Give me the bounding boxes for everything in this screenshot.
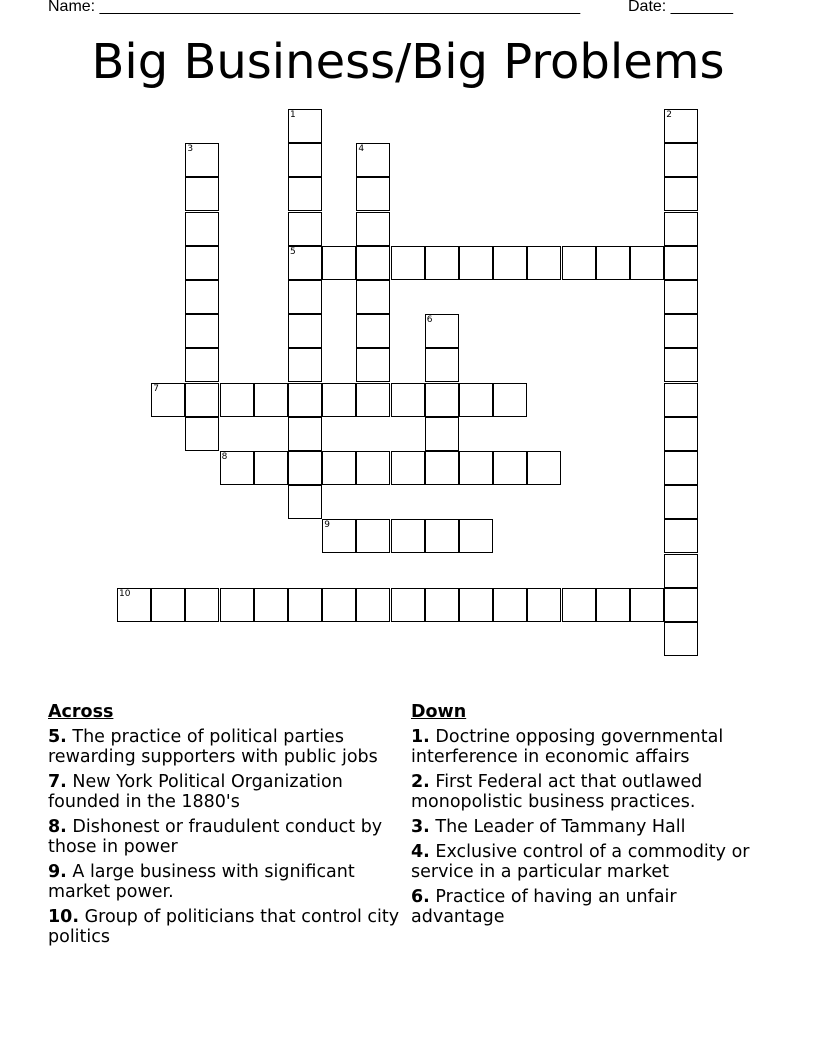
grid-cell[interactable] <box>254 588 288 622</box>
cell-number: 3 <box>187 144 194 155</box>
grid-cell[interactable] <box>664 280 698 314</box>
clue-down-2 <box>411 772 771 812</box>
grid-cell[interactable] <box>356 519 390 553</box>
grid-cell[interactable] <box>425 417 459 451</box>
clue-text: New York Political Organization founded in the 1880's <box>48 772 343 812</box>
grid-cell[interactable] <box>664 588 698 622</box>
grid-cell[interactable] <box>151 588 185 622</box>
grid-cell[interactable] <box>664 622 698 656</box>
grid-cell[interactable] <box>288 588 322 622</box>
grid-cell[interactable] <box>356 246 390 280</box>
cell-number: 6 <box>426 315 433 326</box>
clue-down-3 <box>411 817 771 837</box>
grid-cell[interactable] <box>562 588 596 622</box>
clue-number: 7. <box>48 772 67 792</box>
grid-cell[interactable] <box>356 177 390 211</box>
grid-cell[interactable] <box>425 383 459 417</box>
grid-cell[interactable] <box>185 348 219 382</box>
header-line <box>48 0 733 16</box>
clue-across-8 <box>48 817 403 857</box>
grid-cell[interactable] <box>356 348 390 382</box>
name-field[interactable]: Name: ______________________________________________________ <box>48 0 581 15</box>
clue-across-7 <box>48 772 403 812</box>
grid-cell[interactable] <box>630 588 664 622</box>
grid-cell[interactable] <box>220 588 254 622</box>
clue-text: A large business with significant market power. <box>48 862 355 902</box>
grid-cell[interactable] <box>288 383 322 417</box>
clue-text: Dishonest or fraudulent conduct by those in power <box>48 817 383 857</box>
date-field[interactable]: Date: _______ <box>628 0 733 15</box>
clue-text: Group of politicians that control city politics <box>48 907 400 947</box>
grid-cell[interactable] <box>356 383 390 417</box>
grid-cell[interactable] <box>493 451 527 485</box>
clue-across-10 <box>48 907 403 947</box>
clue-text: The Leader of Tammany Hall <box>435 817 686 837</box>
grid-cell[interactable] <box>425 451 459 485</box>
grid-cell[interactable] <box>664 246 698 280</box>
grid-cell[interactable] <box>391 519 425 553</box>
clue-down-6 <box>411 887 771 927</box>
grid-cell[interactable] <box>288 177 322 211</box>
grid-cell[interactable] <box>527 588 561 622</box>
clue-down-4 <box>411 842 771 882</box>
down-heading: Down <box>411 702 467 722</box>
grid-cell[interactable] <box>356 588 390 622</box>
grid-cell[interactable] <box>562 246 596 280</box>
grid-cell[interactable] <box>527 451 561 485</box>
grid-cell[interactable] <box>391 246 425 280</box>
clue-number: 9. <box>48 862 67 882</box>
grid-cell[interactable] <box>459 519 493 553</box>
grid-cell[interactable] <box>356 143 390 177</box>
grid-cell[interactable] <box>185 383 219 417</box>
grid-cell[interactable] <box>185 246 219 280</box>
grid-cell[interactable] <box>664 554 698 588</box>
grid-cell[interactable] <box>391 451 425 485</box>
cell-number: 7 <box>153 383 159 394</box>
clue-number: 8. <box>48 817 67 837</box>
grid-cell[interactable] <box>425 246 459 280</box>
grid-cell[interactable] <box>288 212 322 246</box>
cell-number: 1 <box>290 110 296 120</box>
grid-cell[interactable] <box>391 383 425 417</box>
grid-cell[interactable] <box>356 314 390 348</box>
grid-cell[interactable] <box>288 246 322 280</box>
grid-cell[interactable] <box>664 417 698 451</box>
grid-cell[interactable] <box>493 246 527 280</box>
grid-cell[interactable] <box>664 177 698 211</box>
grid-cell[interactable] <box>664 519 698 553</box>
grid-cell[interactable] <box>425 314 459 348</box>
clue-text: Practice of having an unfair advantage <box>411 887 677 927</box>
grid-cell[interactable] <box>596 246 630 280</box>
clue-across-9 <box>48 862 403 902</box>
grid-cell[interactable] <box>288 109 322 143</box>
across-heading: Across <box>48 702 114 722</box>
clue-text: Doctrine opposing governmental interference in economic affairs <box>411 727 724 767</box>
grid-cell[interactable] <box>664 348 698 382</box>
grid-cell[interactable] <box>322 246 356 280</box>
grid-cell[interactable] <box>459 383 493 417</box>
clue-number: 2. <box>411 772 430 792</box>
clue-text: The practice of political parties rewarding supporters with public jobs <box>48 727 378 767</box>
clue-number: 6. <box>411 887 430 907</box>
grid-cell[interactable] <box>664 451 698 485</box>
grid-cell[interactable] <box>425 588 459 622</box>
grid-cell[interactable] <box>288 485 322 519</box>
grid-cell[interactable] <box>254 383 288 417</box>
grid-cell[interactable] <box>322 451 356 485</box>
cell-number: 8 <box>221 452 228 462</box>
clue-number: 3. <box>411 817 430 837</box>
grid-cell[interactable] <box>425 519 459 553</box>
cell-number: 2 <box>666 110 672 120</box>
grid-cell[interactable] <box>493 383 527 417</box>
grid-cell[interactable] <box>391 588 425 622</box>
grid-cell[interactable] <box>288 314 322 348</box>
clue-text: First Federal act that outlawed monopolistic business practices. <box>411 772 703 812</box>
clue-text: Exclusive control of a commodity or service in a particular market <box>411 842 750 882</box>
grid-cell[interactable] <box>288 143 322 177</box>
grid-cell[interactable] <box>596 588 630 622</box>
grid-cell[interactable] <box>185 212 219 246</box>
grid-cell[interactable] <box>664 143 698 177</box>
grid-cell[interactable] <box>664 212 698 246</box>
grid-cell[interactable] <box>459 588 493 622</box>
grid-cell[interactable] <box>493 588 527 622</box>
grid-cell[interactable] <box>356 280 390 314</box>
grid-cell[interactable] <box>254 451 288 485</box>
grid-cell[interactable] <box>356 212 390 246</box>
grid-cell[interactable] <box>322 383 356 417</box>
grid-cell[interactable] <box>288 451 322 485</box>
cell-number: 10 <box>119 588 131 599</box>
grid-cell[interactable] <box>288 417 322 451</box>
grid-cell[interactable] <box>356 451 390 485</box>
grid-cell[interactable] <box>185 280 219 314</box>
down-clues <box>411 702 771 932</box>
grid-cell[interactable] <box>527 246 561 280</box>
cell-number: 9 <box>324 520 330 531</box>
grid-cell[interactable] <box>185 314 219 348</box>
grid-cell[interactable] <box>288 280 322 314</box>
grid-cell[interactable] <box>185 177 219 211</box>
grid-cell[interactable] <box>288 348 322 382</box>
clue-number: 10. <box>48 907 80 927</box>
clue-number: 1. <box>411 727 430 747</box>
grid-cell[interactable] <box>220 383 254 417</box>
grid-cell[interactable] <box>185 143 219 177</box>
clue-down-1 <box>411 727 771 767</box>
page-title: Big Business/Big Problems <box>91 34 725 90</box>
cell-number: 4 <box>358 144 365 155</box>
across-clues <box>48 702 403 952</box>
cell-number: 5 <box>290 246 296 257</box>
grid-cell[interactable] <box>220 451 254 485</box>
grid-cell[interactable] <box>459 451 493 485</box>
grid-cell[interactable] <box>664 383 698 417</box>
grid-cell[interactable] <box>185 588 219 622</box>
clue-number: 4. <box>411 842 430 862</box>
clue-number: 5. <box>48 727 67 747</box>
grid-cell[interactable] <box>664 109 698 143</box>
grid-cell[interactable] <box>322 519 356 553</box>
grid-cell[interactable] <box>322 588 356 622</box>
grid-cell[interactable] <box>664 485 698 519</box>
clue-across-5 <box>48 727 403 767</box>
grid-cell[interactable] <box>664 314 698 348</box>
grid-cell[interactable] <box>185 417 219 451</box>
grid-cell[interactable] <box>117 588 151 622</box>
grid-cell[interactable] <box>630 246 664 280</box>
grid-cell[interactable] <box>151 383 185 417</box>
grid-cell[interactable] <box>459 246 493 280</box>
grid-cell[interactable] <box>425 348 459 382</box>
